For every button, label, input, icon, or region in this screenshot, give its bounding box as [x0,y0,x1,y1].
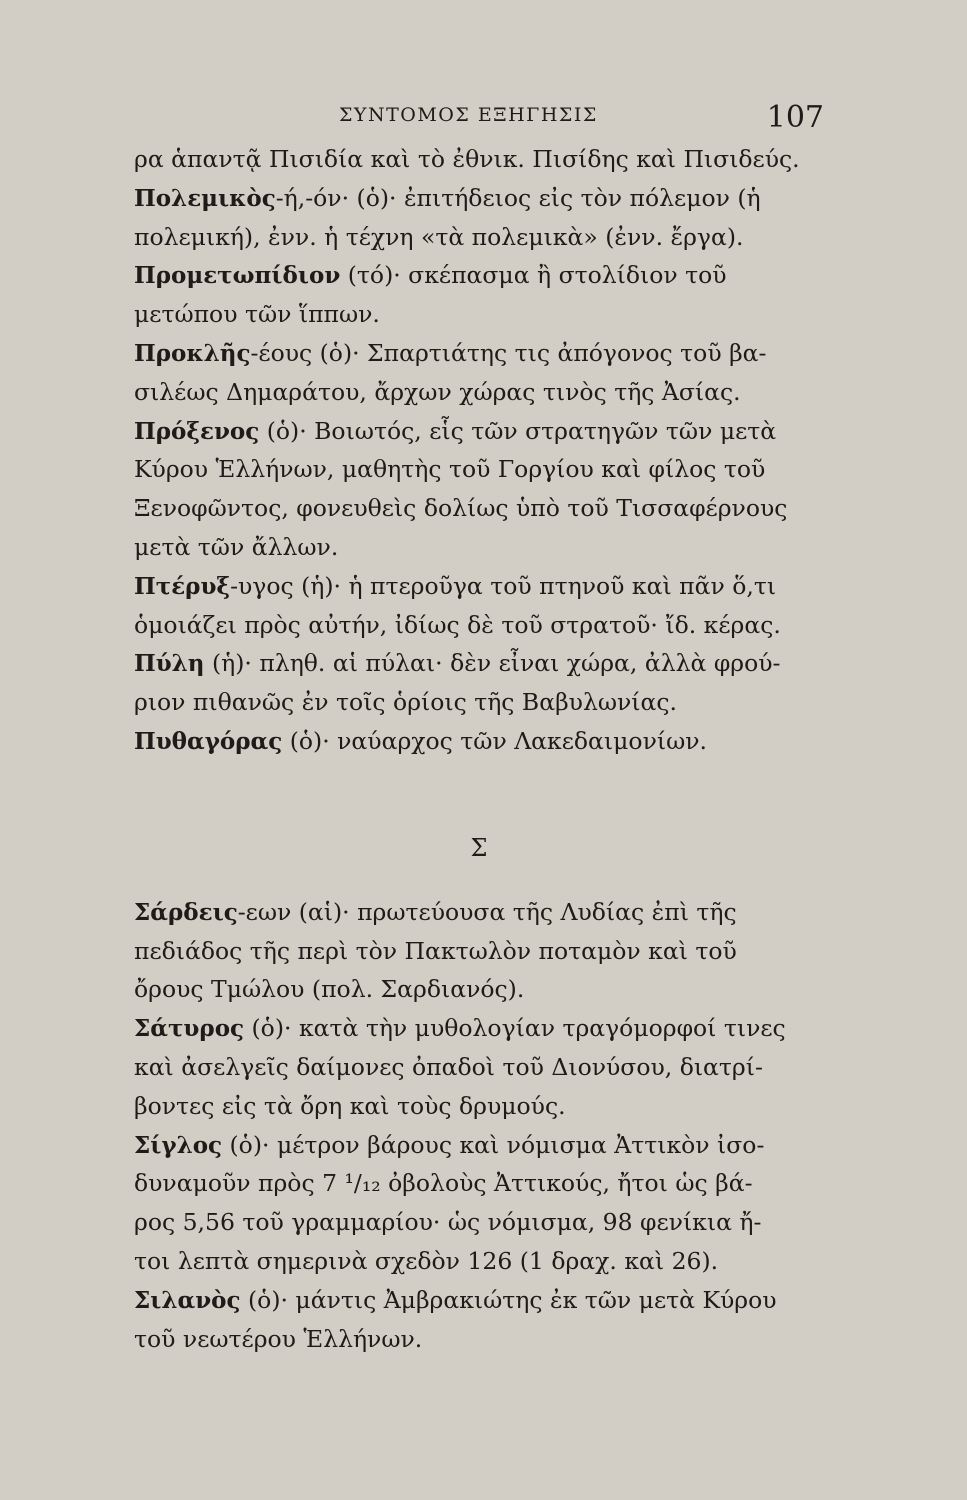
text-line [134,644,824,683]
text-line [134,1242,824,1281]
text-line [134,567,824,606]
line-text: ρος 5,56 τοῦ γραμμαρίου· ὡς νόμισμα, 98 φενίκια ἤ- [134,1208,762,1237]
text-line [134,140,824,179]
line-text: (τό)· σκέπασμα ἢ στολίδιον τοῦ [340,261,727,290]
headword: Σιλανὸς [134,1286,241,1314]
line-text: -υγος (ἡ)· ἡ πτεροῦγα τοῦ πτηνοῦ καὶ πᾶν ὅ,τι [230,571,777,600]
entries-pi [134,140,824,761]
text-line [134,1009,824,1048]
headword: Πρόξενος [134,417,260,445]
line-text: βοντες εἰς τὰ ὄρη καὶ τοὺς δρυμούς. [134,1091,566,1120]
text-line [134,722,824,761]
line-text: -εων (αἱ)· πρωτεύουσα τῆς Λυδίας ἐπὶ τῆς [237,897,737,926]
text-line [134,489,824,528]
line-text: πεδιάδος τῆς περὶ τὸν Πακτωλὸν ποταμὸν καὶ τοῦ [134,936,737,965]
headword: Προμετωπίδιον [134,262,341,290]
text-line [134,412,824,451]
line-text: τοι λεπτὰ σημερινὰ σχεδὸν 126 (1 δραχ. καὶ 26). [134,1246,719,1275]
line-text: ὄρους Τμώλου (πολ. Σαρδιανός). [134,975,525,1004]
text-line [134,179,824,218]
page-header [134,100,824,140]
line-text: μετώπου τῶν ἵππων. [134,300,380,329]
line-text: μετὰ τῶν ἄλλων. [134,532,339,561]
line-text: (ὁ)· μάντις Ἀμβρακιώτης ἐκ τῶν μετὰ Κύρου [240,1285,777,1314]
text-line [134,1126,824,1165]
headword: Πυθαγόρας [134,727,283,755]
text-line [134,1203,824,1242]
headword: Πύλη [134,650,205,678]
headword: Σάρδεις [134,898,238,926]
text-line [134,893,824,932]
text-line [134,373,824,412]
line-text: καὶ ἀσελγεῖς δαίμονες ὀπαδοὶ τοῦ Διονύσου, διατρί- [134,1052,763,1081]
line-text: τοῦ νεωτέρου Ἑλλήνων. [134,1324,423,1353]
text-line [134,528,824,567]
line-text: (ὁ)· ναύαρχος τῶν Λακεδαιμονίων. [282,726,707,755]
text-line [134,450,824,489]
text-line [134,334,824,373]
text-line [134,1320,824,1359]
text-line [134,683,824,722]
text-line [134,970,824,1009]
text-line [134,1281,824,1320]
text-line [134,1048,824,1087]
text-line [134,1164,824,1203]
page-number: 107 [766,100,824,135]
line-text: -έους (ὁ)· Σπαρτιάτης τις ἀπόγονος τοῦ βα- [250,338,767,367]
headword: Προκλῆς [134,339,251,367]
line-text: (ὁ)· μέτρον βάρους καὶ νόμισμα Ἀττικὸν ἰσο- [222,1130,765,1159]
line-text: Ξενοφῶντος, φονευθεὶς δολίως ὑπὸ τοῦ Τισσαφέρνους [134,494,788,523]
headword: Σάτυρος [134,1015,245,1043]
line-text: πολεμική), ἐνν. ἡ τέχνη «τὰ πολεμικὰ» (ἐνν. ἔργα). [134,222,744,251]
line-text: -ή,-όν· (ὁ)· ἐπιτήδειος εἰς τὸν πόλεμον (ἡ [275,183,761,212]
line-text: σιλέως Δημαράτου, ἄρχων χώρας τινὸς τῆς Ἀσίας. [134,377,741,406]
headword: Πτέρυξ [134,572,231,600]
line-text: (ἡ)· πληθ. αἱ πύλαι· δὲν εἶναι χώρα, ἀλλὰ φρού- [204,649,781,678]
entries-sigma [134,893,824,1359]
headword: Σίγλος [134,1131,223,1159]
text-line [134,295,824,334]
text-line [134,606,824,645]
line-text: δυναμοῦν πρὸς 7 ¹/₁₂ ὀβολοὺς Ἀττικούς, ἤτοι ὡς βά- [134,1169,753,1198]
text-line [134,1087,824,1126]
line-text: (ὁ)· Βοιωτός, εἷς τῶν στρατηγῶν τῶν μετὰ [259,416,777,445]
headword: Πολεμικὸς [134,184,276,212]
text-line [134,218,824,257]
running-title: ΣΥΝΤΟΜΟΣ ΕΞΗΓΗΣΙΣ [339,104,598,126]
line-text: (ὁ)· κατὰ τὴν μυθολογίαν τραγόμορφοί τινες [244,1014,786,1043]
page-body [134,140,824,1358]
line-text: ὁμοιάζει πρὸς αὐτήν, ἰδίως δὲ τοῦ στρατοῦ· ἴδ. κέρας. [134,610,781,639]
line-text: ρα ἁπαντᾷ Πισιδία καὶ τὸ ἐθνικ. Πισίδης καὶ Πισιδεύς. [134,145,800,173]
text-line [134,932,824,971]
section-letter: Σ [470,833,488,862]
line-text: Κύρου Ἑλλήνων, μαθητὴς τοῦ Γοργίου καὶ φίλος τοῦ [134,455,766,484]
text-line [134,256,824,295]
line-text: ριον πιθανῶς ἐν τοῖς ὁρίοις τῆς Βαβυλωνίας. [134,688,678,717]
